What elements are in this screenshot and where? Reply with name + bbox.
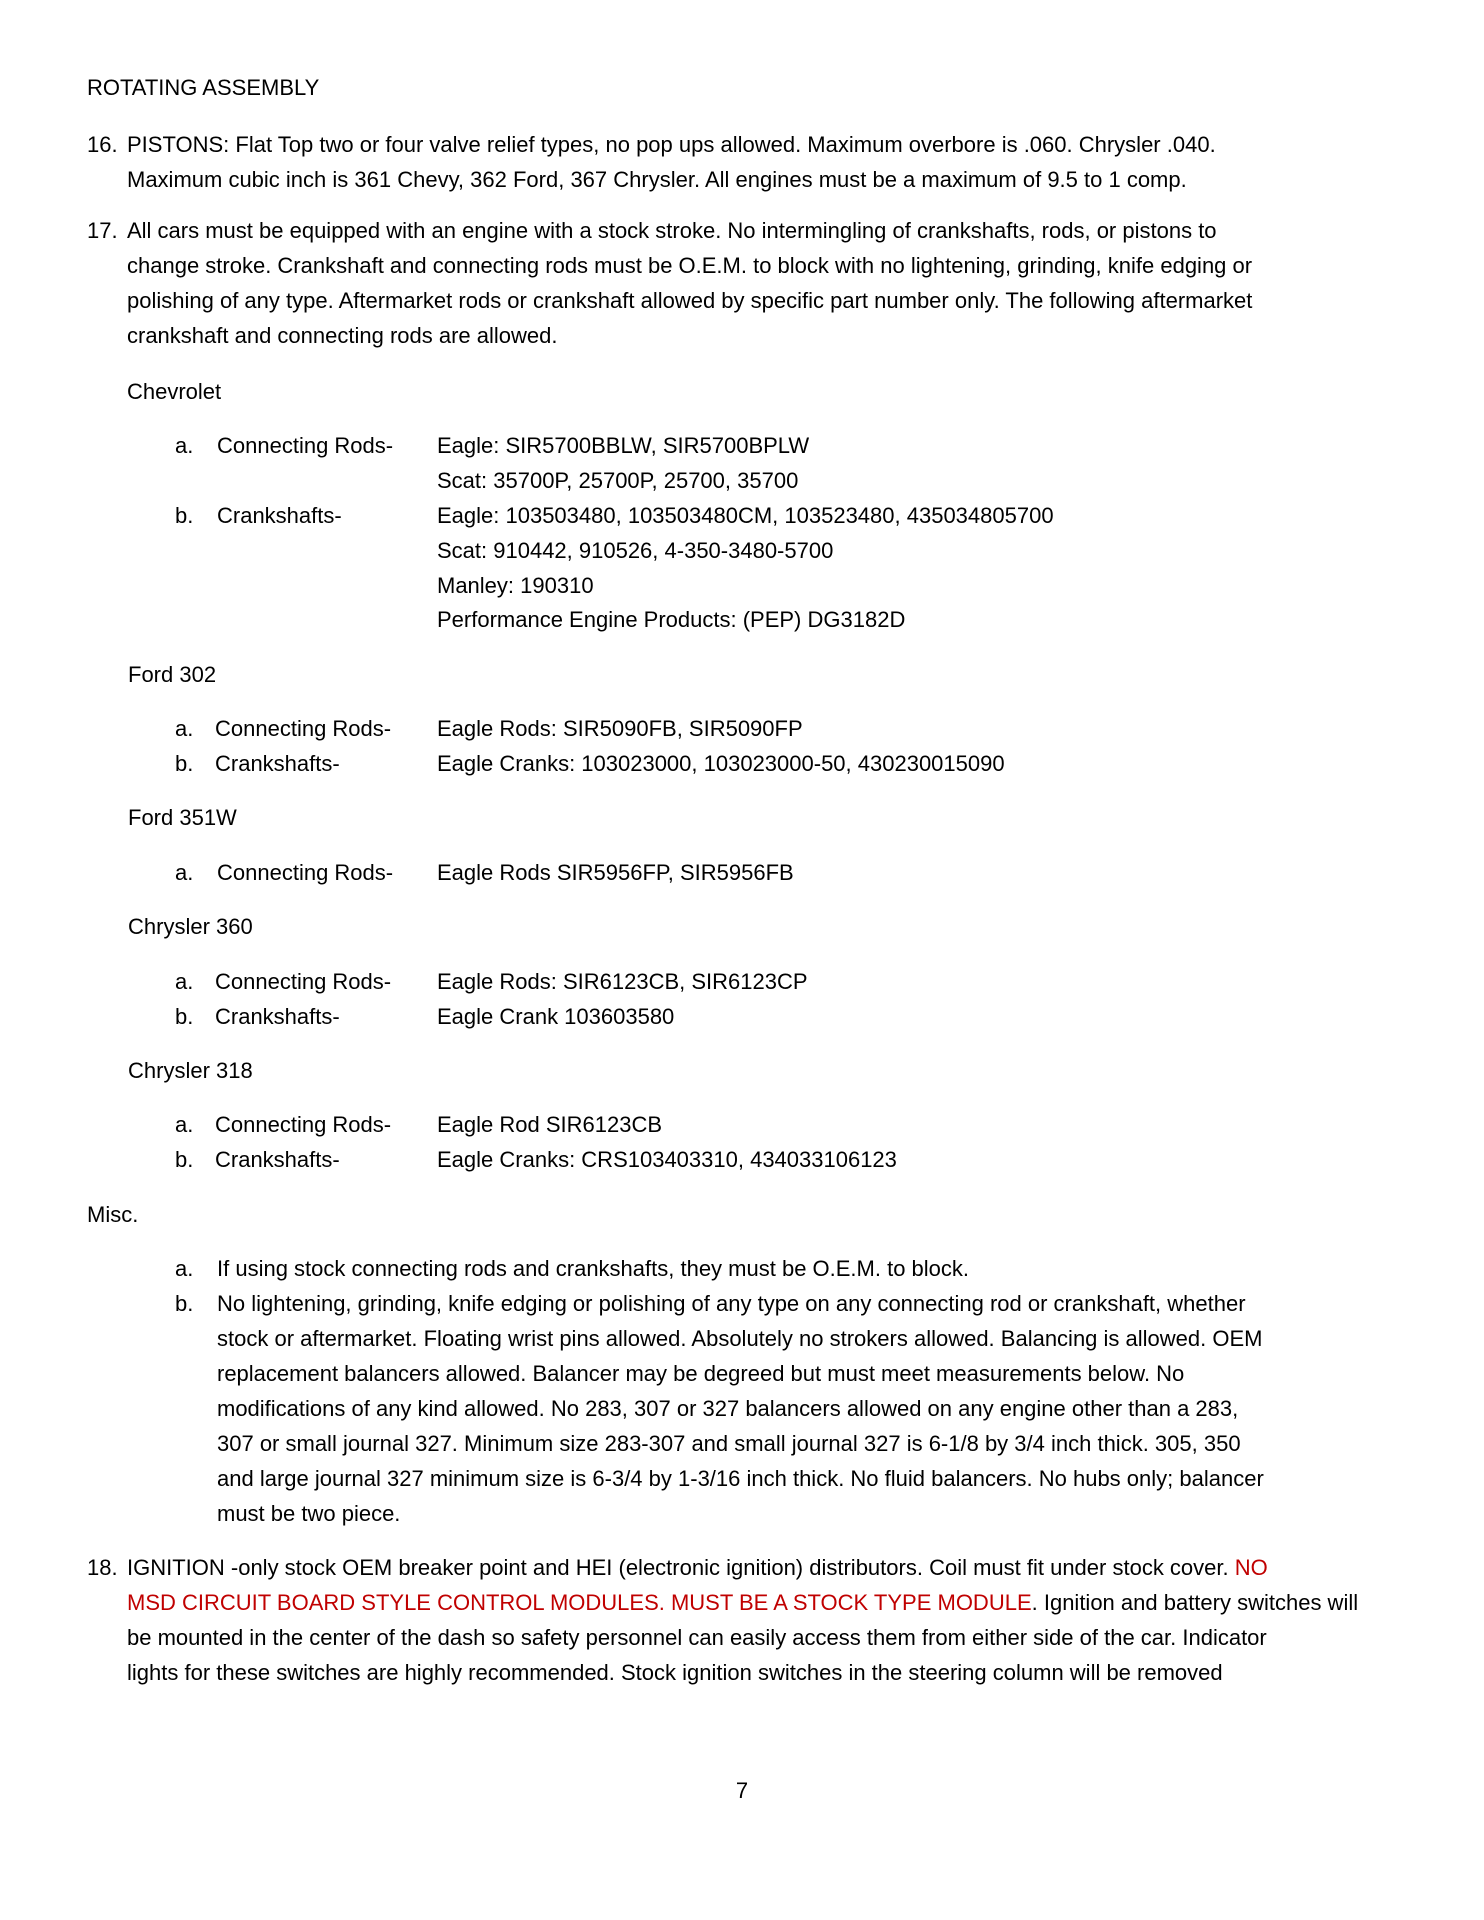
rule-text-line: All cars must be equipped with an engine with a stock stroke. No intermingling of crankshafts, rods, or pistons to <box>127 218 1217 243</box>
part-value-continued: Manley: 190310 <box>437 573 594 598</box>
part-label: Crankshafts- <box>215 751 340 776</box>
misc-text-line: replacement balancers allowed. Balancer may be degreed but must meet measurements below. No <box>217 1361 1185 1386</box>
part-row-ford351w-rods <box>175 855 1275 890</box>
part-row-chrysler360-cranks <box>175 999 1275 1034</box>
list-letter: b. <box>175 503 194 528</box>
part-row-chevrolet-rods <box>175 428 1275 463</box>
rule-text-line <box>127 1550 1427 1585</box>
part-label: Crankshafts- <box>215 1147 340 1172</box>
misc-text-line: and large journal 327 minimum size is 6-3/4 by 1-3/16 inch thick. No fluid balancers. No hubs only; balancer <box>217 1466 1264 1491</box>
group-title-chevrolet: Chevrolet <box>127 379 222 404</box>
rule-number: 16. <box>87 132 118 157</box>
red-warning-text: NO <box>1234 1555 1268 1580</box>
red-warning-text: MSD CIRCUIT BOARD STYLE CONTROL MODULES. MUST BE A STOCK TYPE MODULE <box>127 1590 1032 1615</box>
part-value: Eagle: 103503480, 103503480CM, 103523480, 435034805700 <box>437 503 1054 528</box>
rule-text-line: PISTONS: Flat Top two or four valve relief types, no pop ups allowed. Maximum overbore is .060. Chrysler .040. <box>127 132 1216 157</box>
rule-text-line: be mounted in the center of the dash so safety personnel can easily access them from either side of the car. Indicator <box>127 1625 1267 1650</box>
part-row-ford302-cranks <box>175 746 1275 781</box>
part-label: Crankshafts- <box>215 1004 340 1029</box>
part-value-continued: Performance Engine Products: (PEP) DG3182D <box>437 607 906 632</box>
part-value: Eagle Rods: SIR5090FB, SIR5090FP <box>437 716 803 741</box>
part-label: Connecting Rods- <box>215 716 392 741</box>
list-letter: a. <box>175 969 194 994</box>
rule-number: 18. <box>87 1555 118 1580</box>
list-letter: a. <box>175 1112 194 1137</box>
part-label: Connecting Rods- <box>215 1112 392 1137</box>
part-value: Eagle Rods SIR5956FP, SIR5956FB <box>437 860 794 885</box>
misc-text-line: must be two piece. <box>217 1501 401 1526</box>
rule-text-line: change stroke. Crankshaft and connecting rods must be O.E.M. to block with no lightening, grinding, knife edging or <box>127 253 1253 278</box>
misc-text-line: modifications of any kind allowed. No 283, 307 or 327 balancers allowed on any engine other than a 283, <box>217 1396 1239 1421</box>
part-value: Eagle Rod SIR6123CB <box>437 1112 663 1137</box>
group-title-chrysler-360: Chrysler 360 <box>128 914 253 939</box>
part-label: Crankshafts- <box>217 503 342 528</box>
rule-text-line: Maximum cubic inch is 361 Chevy, 362 Ford, 367 Chrysler. All engines must be a maximum of 9.5 to 1 comp. <box>127 167 1187 192</box>
part-value: Eagle Cranks: CRS103403310, 434033106123 <box>437 1147 897 1172</box>
part-label: Connecting Rods- <box>217 860 394 885</box>
list-letter: b. <box>175 1004 194 1029</box>
list-letter: a. <box>175 860 194 885</box>
part-row-ford302-rods <box>175 711 1275 746</box>
misc-title: Misc. <box>87 1202 139 1227</box>
part-row-chrysler318-rods <box>175 1107 1275 1142</box>
misc-text-line: If using stock connecting rods and crankshafts, they must be O.E.M. to block. <box>217 1256 970 1281</box>
list-letter: a. <box>175 433 194 458</box>
part-value: Eagle Cranks: 103023000, 103023000-50, 430230015090 <box>437 751 1005 776</box>
part-label: Connecting Rods- <box>217 433 394 458</box>
rule-text: IGNITION -only stock OEM breaker point and HEI (electronic ignition) distributors. Coil must fit under stock cover. <box>127 1555 1235 1580</box>
group-title-ford-302: Ford 302 <box>128 662 217 687</box>
part-label: Connecting Rods- <box>215 969 392 994</box>
misc-text-line: stock or aftermarket. Floating wrist pins allowed. Absolutely no strokers allowed. Balancing is allowed. OEM <box>217 1326 1263 1351</box>
list-letter: a. <box>175 1256 194 1281</box>
rule-text-line <box>127 1585 1427 1620</box>
part-value-continued: Scat: 35700P, 25700P, 25700, 35700 <box>437 468 799 493</box>
part-value: Eagle Crank 103603580 <box>437 1004 675 1029</box>
misc-text-line: 307 or small journal 327. Minimum size 283-307 and small journal 327 is 6-1/8 by 3/4 inch thick. 305, 350 <box>217 1431 1241 1456</box>
part-row-chrysler318-cranks <box>175 1142 1275 1177</box>
misc-text-line: No lightening, grinding, knife edging or polishing of any type on any connecting rod or crankshaft, whether <box>217 1291 1246 1316</box>
section-heading: ROTATING ASSEMBLY <box>87 75 320 100</box>
part-value: Eagle: SIR5700BBLW, SIR5700BPLW <box>437 433 810 458</box>
list-letter: b. <box>175 1147 194 1172</box>
group-title-chrysler-318: Chrysler 318 <box>128 1058 253 1083</box>
list-letter: b. <box>175 1291 194 1316</box>
list-letter: a. <box>175 716 194 741</box>
list-letter: b. <box>175 751 194 776</box>
part-value-continued: Scat: 910442, 910526, 4-350-3480-5700 <box>437 538 834 563</box>
rule-text-line: crankshaft and connecting rods are allowed. <box>127 323 558 348</box>
part-value: Eagle Rods: SIR6123CB, SIR6123CP <box>437 969 808 994</box>
rule-text-line: lights for these switches are highly recommended. Stock ignition switches in the steering column will be removed <box>127 1660 1223 1685</box>
page-number: 7 <box>735 1778 749 1803</box>
part-row-chevrolet-cranks <box>175 498 1275 533</box>
rule-text: . Ignition and battery switches will <box>1031 1590 1359 1615</box>
rule-number: 17. <box>87 218 118 243</box>
rule-text-line: polishing of any type. Aftermarket rods or crankshaft allowed by specific part number only. The following aftermarket <box>127 288 1253 313</box>
group-title-ford-351w: Ford 351W <box>128 805 237 830</box>
part-row-chrysler360-rods <box>175 964 1275 999</box>
